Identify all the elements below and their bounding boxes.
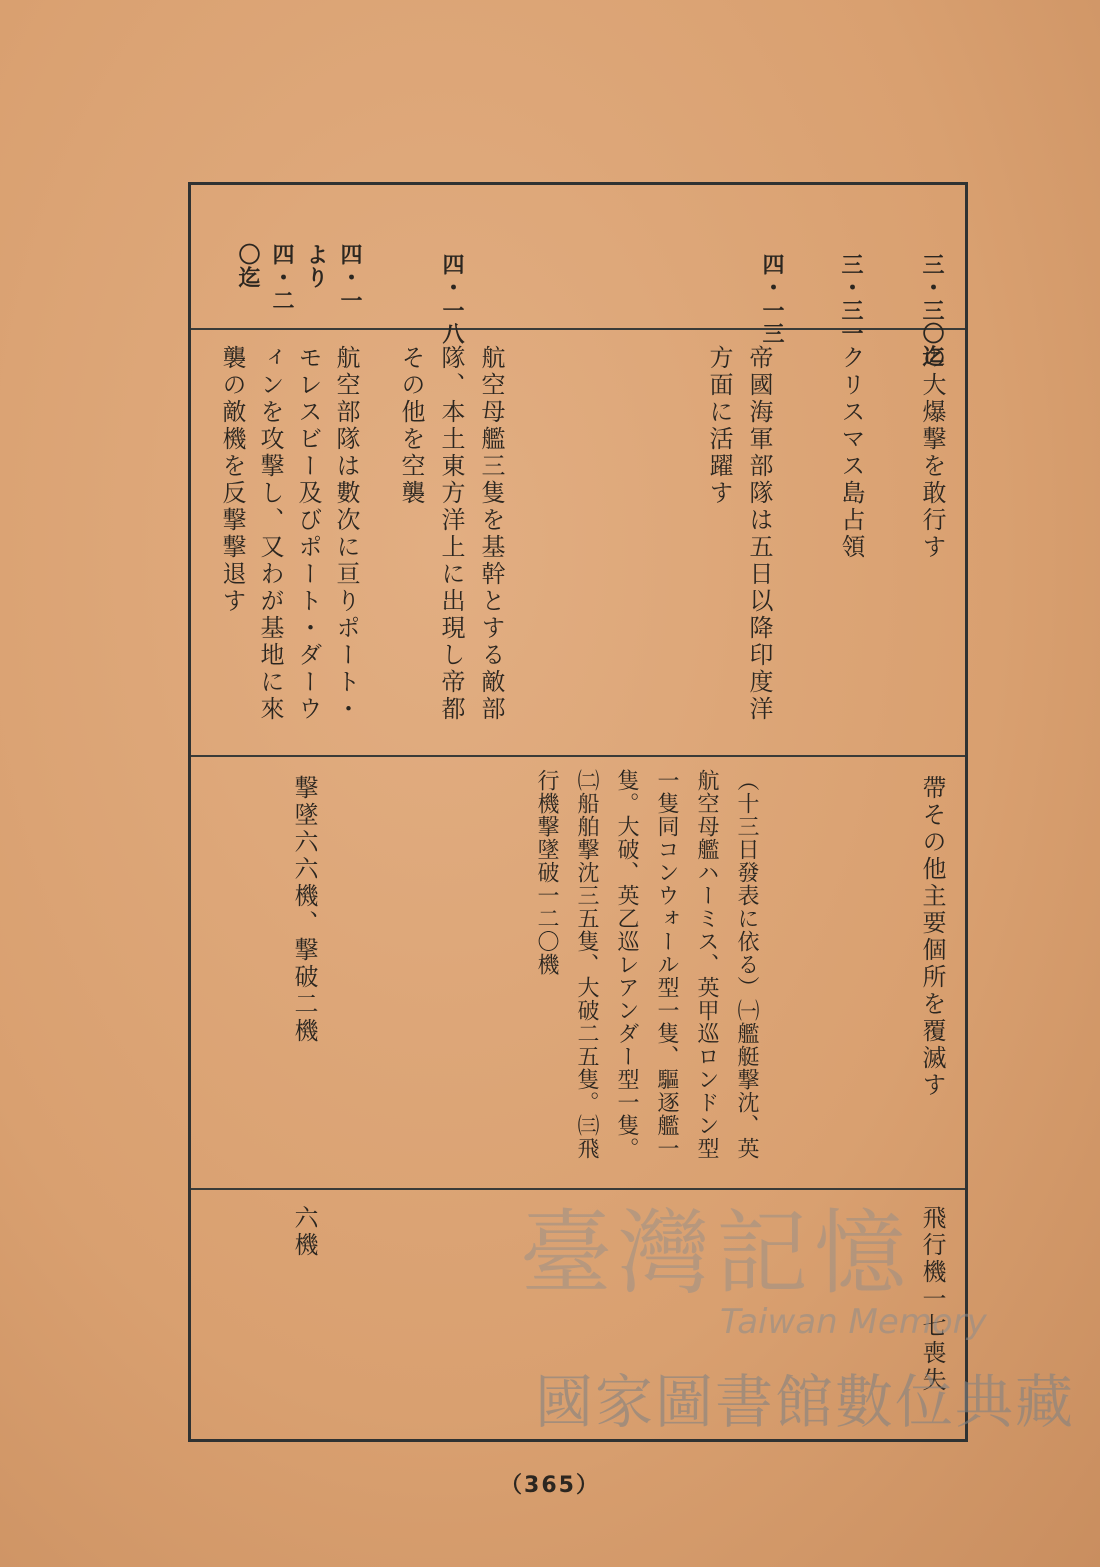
entry-event: クリスマス島占領: [837, 345, 865, 561]
divider-result: [191, 1188, 965, 1190]
entry-date: 三・三〇迄: [919, 253, 945, 368]
entry-loss: 飛行機一七喪失: [918, 1205, 946, 1394]
watermark-subtitle: Taiwan Memory: [720, 1302, 987, 1342]
entry-date: 四・一三: [759, 253, 785, 345]
entry-result: 撃墜六六機、撃破二機: [290, 775, 318, 1045]
watermark-title: 臺灣記憶: [520, 1200, 913, 1307]
entry-event: 帝國海軍部隊は五日以降印度洋方面に活躍す: [705, 345, 773, 723]
watermark-org: 國家圖書館數位典藏: [535, 1368, 1076, 1436]
entry-loss: 六機: [290, 1205, 318, 1259]
entry-result: （十三日發表に依る）㈠艦艇撃沈、英航空母艦ハーミス、英甲巡ロンドン型一隻同コンウォール型一隻、驅逐艦一隻。大破、英乙巡レアンダー型一隻。㈡船舶撃沈三五隻、大破二五隻。㈢飛行機撃墜破一二〇機: [534, 769, 759, 1160]
entry-date: 四・一八: [439, 253, 465, 345]
divider-event: [191, 755, 965, 757]
entry-date: 四・一より四・二〇迄: [235, 243, 363, 312]
entry-event: 航空部隊は數次に亘りポート・モレスビー及びポート・ダーウィンを攻撃し、又わが基地に來襲の敵機を反撃撃退す: [218, 345, 360, 723]
entry-event: の大爆撃を敢行す: [918, 345, 946, 561]
page-number: （365）: [500, 1473, 600, 1498]
table-frame: [188, 182, 968, 1442]
entry-result: 帶その他主要個所を覆滅す: [918, 775, 946, 1099]
entry-event: 航空母艦三隻を基幹とする敵部隊、本土東方洋上に出現し帝都その他を空襲: [397, 345, 505, 723]
entry-date: 三・三一: [838, 253, 864, 345]
